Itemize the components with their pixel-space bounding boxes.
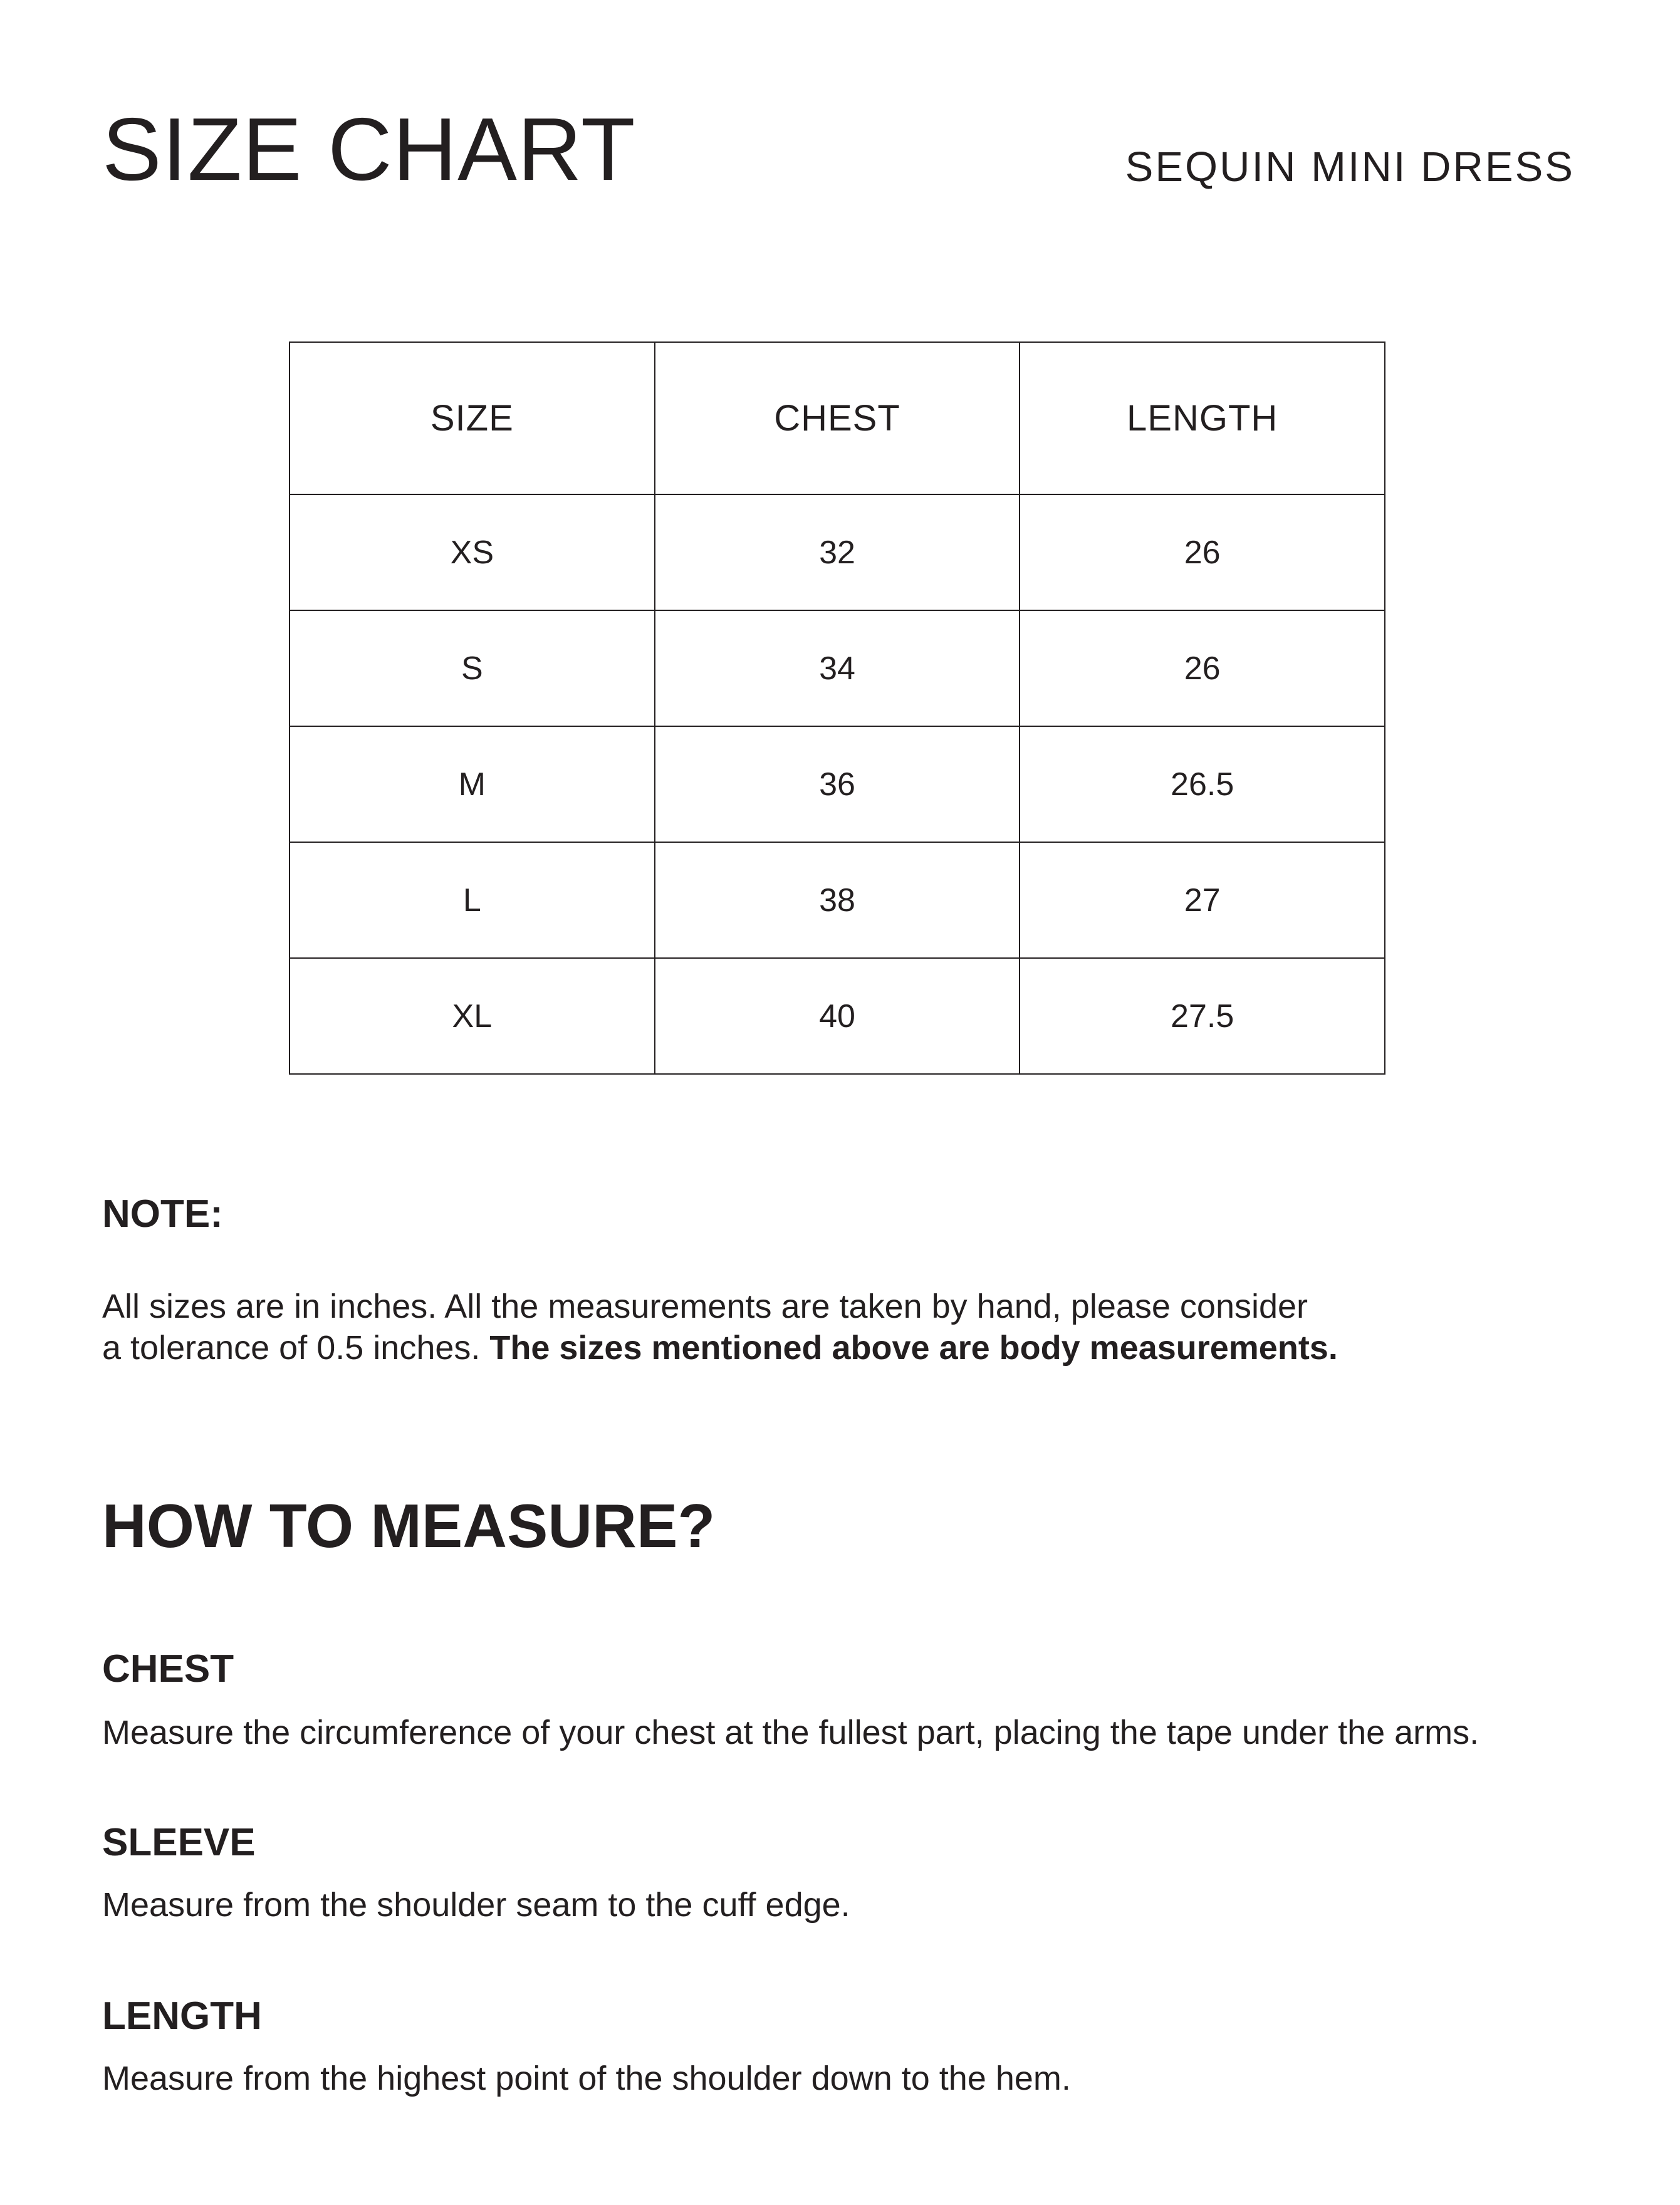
column-header-chest: CHEST — [655, 342, 1020, 494]
page-title: SIZE CHART — [102, 100, 636, 199]
table-row — [290, 958, 1385, 1074]
note-line-1: All sizes are in inches. All the measurements are taken by hand, please consider — [102, 1288, 1308, 1325]
chest-cell: 32 — [655, 494, 1020, 610]
column-header-length: LENGTH — [1020, 342, 1385, 494]
note-line-2-regular: a tolerance of 0.5 inches. — [102, 1329, 490, 1367]
size-cell: L — [290, 842, 655, 958]
size-cell: XL — [290, 958, 655, 1074]
chest-cell: 40 — [655, 958, 1020, 1074]
table-row — [290, 610, 1385, 726]
table-row — [290, 842, 1385, 958]
note-line-2-emphasis: The sizes mentioned above are body measurements. — [489, 1329, 1338, 1367]
note-line-2 — [102, 1327, 1543, 1368]
note-heading: NOTE: — [102, 1192, 223, 1236]
chest-cell: 36 — [655, 726, 1020, 842]
product-name: SEQUIN MINI DRESS — [1125, 143, 1575, 190]
measure-label-length: LENGTH — [102, 1994, 262, 2038]
table-row — [290, 726, 1385, 842]
measure-text-length: Measure from the highest point of the shoulder down to the hem. — [102, 2060, 1071, 2097]
table-row — [290, 494, 1385, 610]
measure-label-chest: CHEST — [102, 1647, 234, 1691]
measure-label-sleeve: SLEEVE — [102, 1821, 256, 1864]
measure-text-sleeve: Measure from the shoulder seam to the cuff edge. — [102, 1886, 850, 1924]
length-cell: 26 — [1020, 610, 1385, 726]
note-text — [102, 1286, 1543, 1368]
size-cell: XS — [290, 494, 655, 610]
length-cell: 27 — [1020, 842, 1385, 958]
how-to-measure-heading: HOW TO MEASURE? — [102, 1491, 716, 1560]
size-cell: M — [290, 726, 655, 842]
chest-cell: 38 — [655, 842, 1020, 958]
length-cell: 27.5 — [1020, 958, 1385, 1074]
measure-text-chest: Measure the circumference of your chest at the fullest part, placing the tape under the arms. — [102, 1714, 1479, 1751]
length-cell: 26 — [1020, 494, 1385, 610]
table-header-row — [290, 342, 1385, 494]
chest-cell: 34 — [655, 610, 1020, 726]
size-table — [289, 341, 1385, 1075]
column-header-size: SIZE — [290, 342, 655, 494]
size-cell: S — [290, 610, 655, 726]
length-cell: 26.5 — [1020, 726, 1385, 842]
